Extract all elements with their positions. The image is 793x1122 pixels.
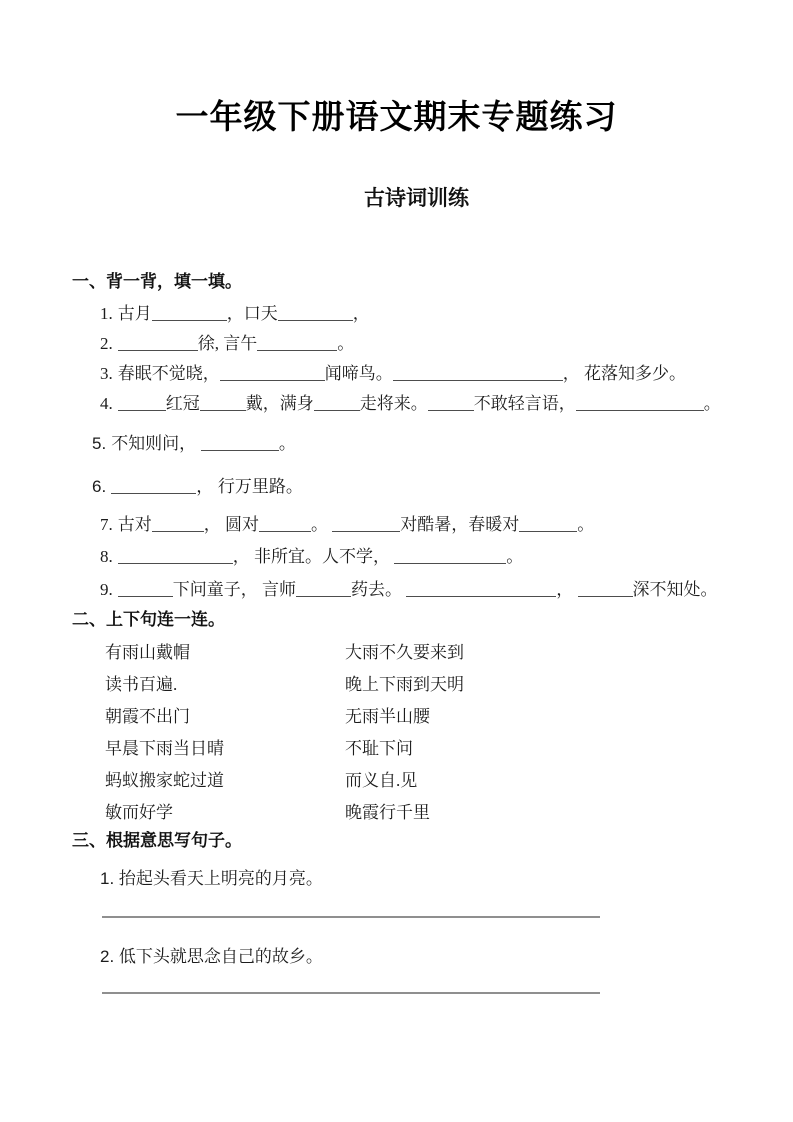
question-6: [72, 472, 721, 502]
match-right-item: 大雨不久要来到: [345, 643, 464, 662]
question-number: 8.: [100, 547, 113, 566]
question-7: [72, 510, 721, 540]
question-1: [72, 299, 721, 329]
fill-in-blank: [519, 527, 577, 532]
match-row: [72, 733, 721, 765]
page-title: 一年级下册语文期末专题练习: [175, 98, 618, 135]
fill-in-blank: [118, 406, 166, 411]
fill-in-blank: [118, 559, 233, 564]
match-right-item: 晚上下雨到天明: [345, 675, 464, 694]
question-text: 对酷暑，春暖对: [400, 515, 520, 534]
question-text: ，口天: [226, 304, 278, 323]
match-row: [72, 701, 721, 733]
match-row: [72, 669, 721, 701]
question-number: 6.: [92, 477, 107, 496]
question-3: [72, 359, 721, 389]
match-left-item: 蚂蚁搬家蛇过道: [105, 771, 224, 790]
question-number: 7.: [100, 515, 113, 534]
question-9: [72, 575, 721, 605]
match-right-item: 无雨半山腰: [345, 707, 430, 726]
sentence-prompt-1: 1. 抬起头看天上明亮的月亮。: [100, 869, 323, 888]
match-left-item: 敏而好学: [105, 803, 173, 822]
question-number: 1.: [100, 304, 113, 323]
question-text: 。: [577, 515, 595, 534]
question-4: [72, 389, 721, 419]
fill-in-blank: [259, 527, 311, 532]
match-right-item: 而义自.见: [345, 771, 418, 790]
section2-heading: 二、上下句连一连。: [72, 610, 225, 629]
fill-in-blank: [111, 489, 196, 494]
question-2: [72, 329, 721, 359]
question-number: 5.: [92, 434, 107, 453]
fill-in-blank: [278, 316, 353, 321]
fill-in-blank: [406, 592, 556, 597]
fill-in-blank: [394, 559, 506, 564]
question-text: ，: [352, 304, 370, 323]
sentence-prompt-2: 2. 低下头就思念自己的故乡。: [100, 947, 323, 966]
section1-heading: 一、背一背，填一填。: [72, 272, 242, 291]
question-text: ， 非所宜。人不学，: [232, 547, 395, 566]
section-matching: [72, 609, 721, 829]
section-write-sentences: [72, 830, 721, 994]
question-text: 走将来。: [359, 394, 428, 413]
question-text: 戴，满身: [245, 394, 314, 413]
question-text: 。: [311, 515, 333, 534]
fill-in-blank: [578, 592, 633, 597]
question-text: ， 圆对: [203, 515, 259, 534]
match-left-item: 有雨山戴帽: [105, 643, 190, 662]
answer-line-2: [102, 992, 600, 994]
question-number: 9.: [100, 580, 113, 599]
fill-in-blank: [152, 527, 204, 532]
section1-question-list: [72, 299, 721, 605]
matching-rows: [72, 637, 721, 829]
question-text: 古对: [117, 515, 152, 534]
match-right-item: 晚霞行千里: [345, 803, 430, 822]
fill-in-blank: [257, 346, 337, 351]
question-text: 不敢轻言语，: [473, 394, 576, 413]
fill-in-blank: [576, 406, 704, 411]
fill-in-blank: [200, 406, 246, 411]
section3-heading: 三、根据意思写句子。: [72, 831, 242, 850]
question-text: ， 花落知多少。: [562, 364, 686, 383]
fill-in-blank: [152, 316, 227, 321]
question-text: 古月: [117, 304, 152, 323]
match-left-item: 朝霞不出门: [105, 707, 190, 726]
fill-in-blank: [314, 406, 360, 411]
fill-in-blank: [332, 527, 400, 532]
question-text: 。: [506, 547, 524, 566]
question-text: 。: [337, 334, 355, 353]
fill-in-blank: [220, 376, 325, 381]
match-row: [72, 637, 721, 669]
answer-line-1: [102, 916, 600, 918]
question-text: 不知则问，: [111, 434, 201, 453]
question-text: 闻啼鸟。: [324, 364, 393, 383]
question-text: 红冠: [165, 394, 200, 413]
match-left-item: 早晨下雨当日晴: [105, 739, 224, 758]
question-text: 下问童子， 言师: [172, 580, 296, 599]
question-text: 。: [278, 434, 296, 453]
question-text: 深不知处。: [632, 580, 718, 599]
question-8: [72, 542, 721, 572]
fill-in-blank: [428, 406, 474, 411]
page-subtitle: 古诗词训练: [364, 187, 469, 210]
fill-in-blank: [393, 376, 563, 381]
match-left-item: 读书百遍.: [105, 675, 178, 694]
question-number: 3.: [100, 364, 113, 383]
match-row: [72, 797, 721, 829]
question-5: [72, 429, 721, 459]
fill-in-blank: [118, 346, 198, 351]
match-right-item: 不耻下问: [345, 739, 413, 758]
fill-in-blank: [201, 446, 279, 451]
question-text: 。: [703, 394, 721, 413]
fill-in-blank: [118, 592, 173, 597]
question-text: ，: [556, 580, 578, 599]
question-text: 徐, 言午: [197, 334, 258, 353]
question-text: 药去。: [351, 580, 407, 599]
question-number: 4.: [100, 394, 113, 413]
question-text: 春眠不觉晓，: [117, 364, 220, 383]
question-number: 2.: [100, 334, 113, 353]
fill-in-blank: [296, 592, 351, 597]
match-row: [72, 765, 721, 797]
question-text: ， 行万里路。: [196, 477, 303, 496]
section-recite-and-fill: [72, 271, 721, 605]
